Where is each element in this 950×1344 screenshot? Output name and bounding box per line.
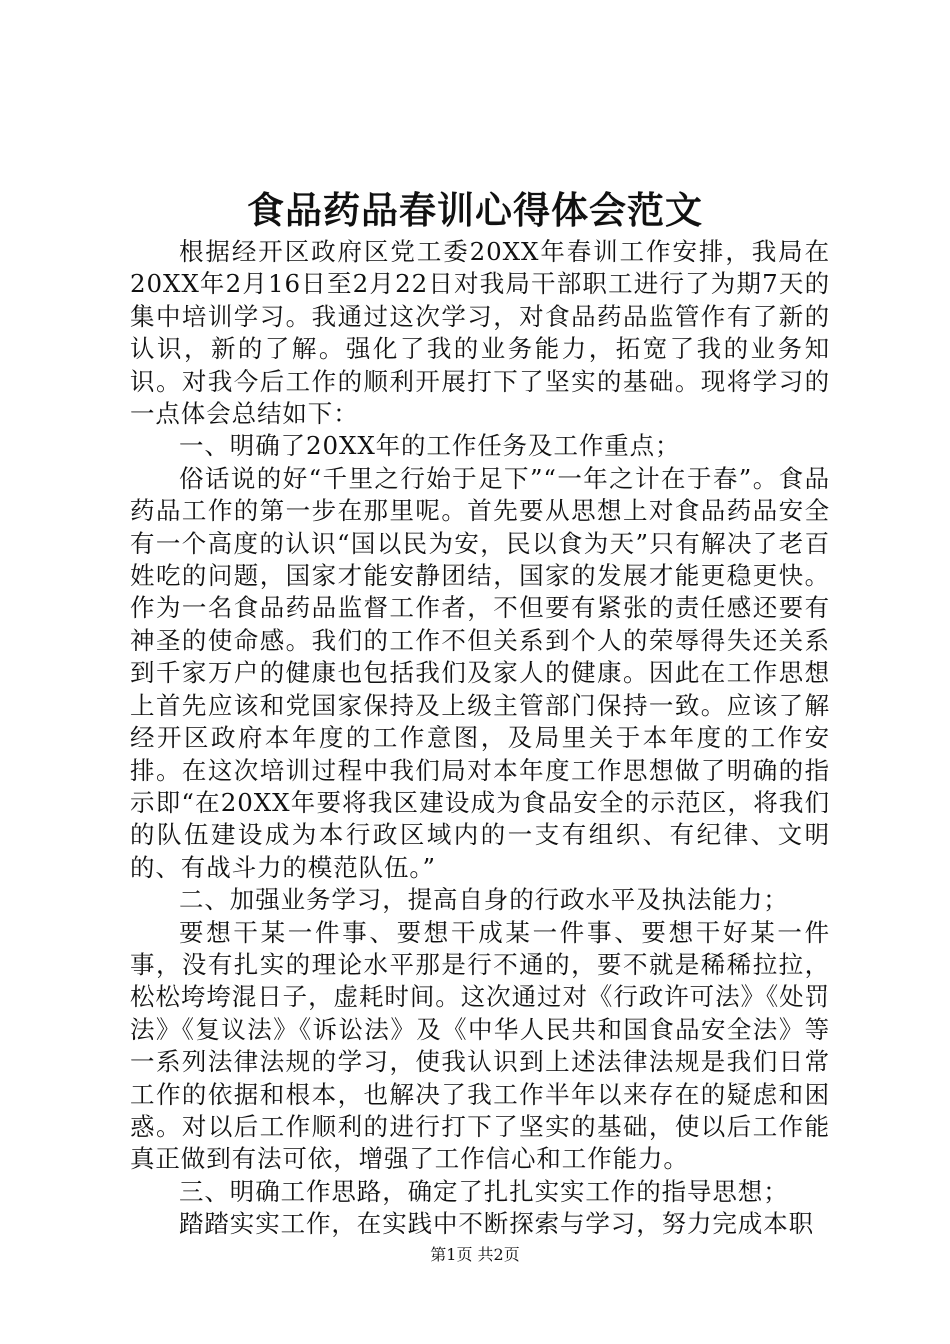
heading-section-2: 二、加强业务学习，提高自身的行政水平及执法能力； — [179, 885, 789, 915]
paragraph-intro: 根据经开区政府区党工委20XX年春训工作安排，我局在20XX年2月16日至2月22日对我局干部职工进行了为期7天的集中培训学习。我通过这次学习，对食品药品监管作有了新的认识，新的了解。强化了我的业务能力，拓宽了我的业务知识。对我今后工作的顺利开展打下了坚实的基础。现将学习的一点体会总结如下： — [130, 237, 830, 429]
paragraph-section-1: 俗话说的好“千里之行始于足下”“一年之计在于春”。食品药品工作的第一步在那里呢。首先要从思想上对食品药品安全有一个高度的认识“国以民为安，民以食为天”只有解决了老百姓吃的问题，国家才能安静团结，国家的发展才能更稳更快。作为一名食品药品监督工作者，不但要有紧张的责任感还要有神圣的使命感。我们的工作不但关系到个人的荣辱得失还关系到千家万户的健康也包括我们及家人的健康。因此在工作思想上首先应该和党国家保持及上级主管部门保持一致。应该了解经开区政府本年度的工作意图，及局里关于本年度的工作安排。在这次培训过程中我们局对本年度工作思想做了明确的指示即“在20XX年要将我区建设成为食品安全的示范区，将我们的队伍建设成为本行政区域内的一支有组织、有纪律、文明的、有战斗力的模范队伍。” — [130, 463, 830, 882]
paragraph-section-3: 踏踏实实工作，在实践中不断探索与学习，努力完成本职 — [179, 1209, 814, 1239]
paragraph-section-2: 要想干某一件事、要想干成某一件事、要想干好某一件事，没有扎实的理论水平那是行不通的，要不就是稀稀拉拉，松松垮垮混日子，虚耗时间。这次通过对《行政许可法》《处罚法》《复议法》《诉讼法》及《中华人民共和国食品安全法》等一系列法律法规的学习，使我认识到上述法律法规是我们日常工作的依据和根本，也解决了我工作半年以来存在的疑虑和困惑。对以后工作顺利的进行打下了坚实的基础，使以后工作能真正做到有法可依，增强了工作信心和工作能力。 — [130, 917, 830, 1174]
page-footer: 第1页 共2页 — [430, 1245, 520, 1264]
heading-section-3: 三、明确工作思路，确定了扎扎实实工作的指导思想； — [179, 1176, 789, 1206]
document-title: 食品药品春训心得体会范文 — [247, 188, 703, 232]
heading-section-1: 一、明确了20XX年的工作任务及工作重点； — [179, 431, 681, 461]
document-body — [130, 236, 830, 1241]
